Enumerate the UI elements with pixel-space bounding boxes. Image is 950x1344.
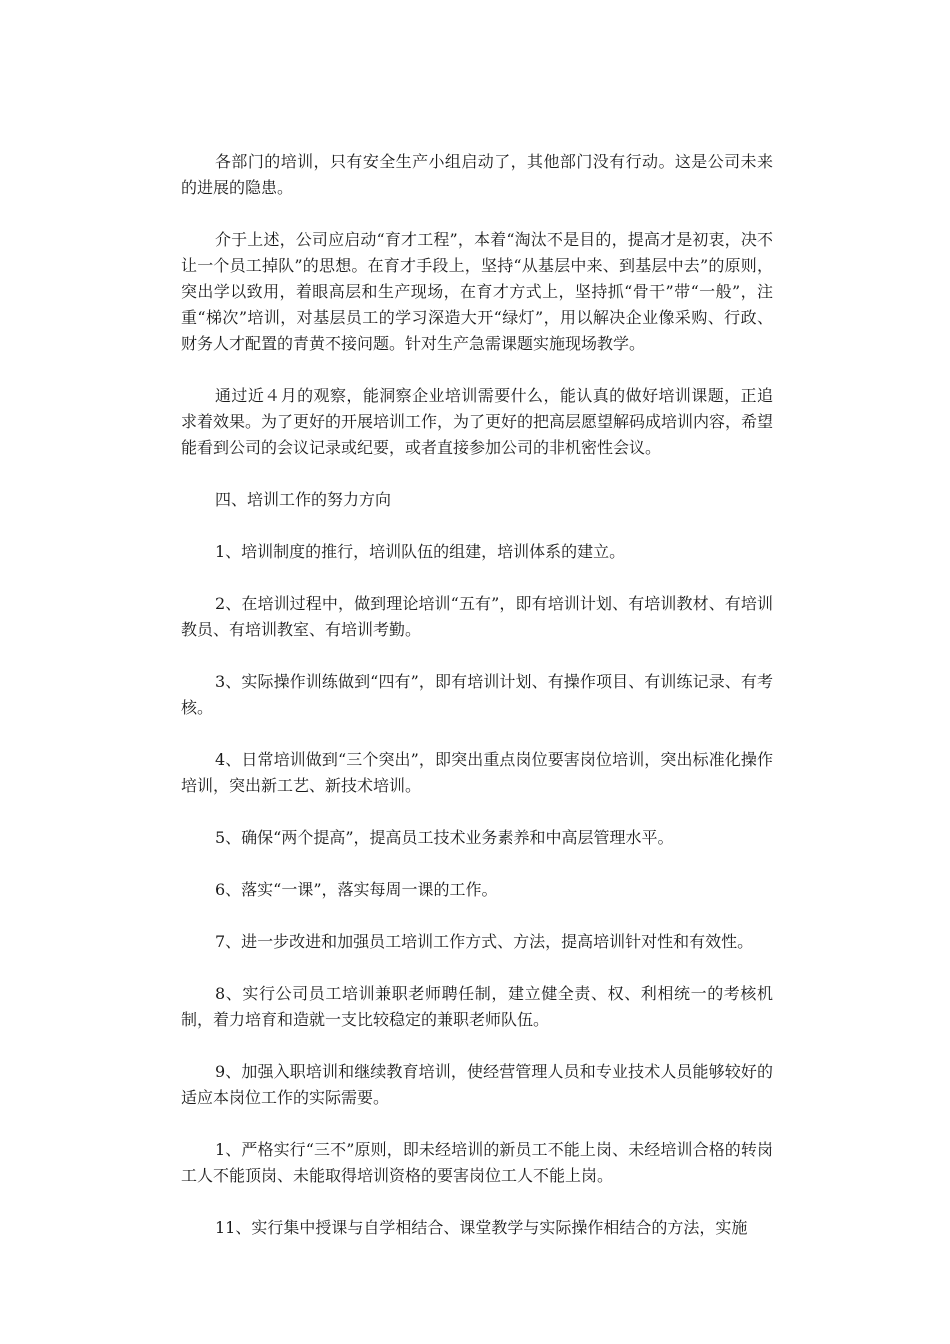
list-item-1: 1、培训制度的推行，培训队伍的组建，培训体系的建立。 [215,542,626,561]
list-item-9: 9、加强入职培训和继续教育培训，使经营管理人员和专业技术人员能够较好的适应本岗位工作的实际需要。 [181,1062,773,1107]
list-item-10: 1、严格实行“三不”原则，即未经培训的新员工不能上岗、未经培训合格的转岗工人不能顶岗、未能取得培训资格的要害岗位工人不能上岗。 [181,1140,773,1185]
document-body [181,149,773,1267]
list-item-7: 7、进一步改进和加强员工培训工作方式、方法，提高培训针对性和有效性。 [215,932,754,951]
list-item-5: 5、确保“两个提高”，提高员工技术业务素养和中高层管理水平。 [215,828,674,847]
list-item-11: 11、实行集中授课与自学相结合、课堂教学与实际操作相结合的方法，实施 [215,1218,748,1237]
list-item-4: 4、日常培训做到“三个突出”，即突出重点岗位要害岗位培训，突出标准化操作培训，突出新工艺、新技术培训。 [181,750,773,795]
list-item-8: 8、实行公司员工培训兼职老师聘任制，建立健全责、权、利相统一的考核机制，着力培育和造就一支比较稳定的兼职老师队伍。 [181,984,773,1029]
list-item-6: 6、落实“一课”，落实每周一课的工作。 [215,880,498,899]
section-heading: 四、培训工作的努力方向 [215,490,392,509]
list-item-2: 2、在培训过程中，做到理论培训“五有”，即有培训计划、有培训教材、有培训教员、有培训教室、有培训考勤。 [181,594,773,639]
list-item-3: 3、实际操作训练做到“四有”，即有培训计划、有操作项目、有训练记录、有考核。 [181,672,773,717]
paragraph-2: 介于上述，公司应启动“育才工程”，本着“淘汰不是目的，提高才是初衷，决不让一个员工掉队”的思想。在育才手段上，坚持“从基层中来、到基层中去”的原则，突出学以致用，着眼高层和生产现场，在育才方式上，坚持抓“骨干”带“一般”，注重“梯次”培训，对基层员工的学习深造大开“绿灯”，用以解决企业像采购、行政、财务人才配置的青黄不接问题。针对生产急需课题实施现场教学。 [181,230,773,353]
paragraph-3: 通过近４月的观察，能洞察企业培训需要什么，能认真的做好培训课题，正追求着效果。为了更好的开展培训工作，为了更好的把高层愿望解码成培训内容，希望能看到公司的会议记录或纪要，或者直接参加公司的非机密性会议。 [181,386,774,457]
paragraph-1: 各部门的培训，只有安全生产小组启动了，其他部门没有行动。这是公司未来的进展的隐患。 [181,152,773,197]
